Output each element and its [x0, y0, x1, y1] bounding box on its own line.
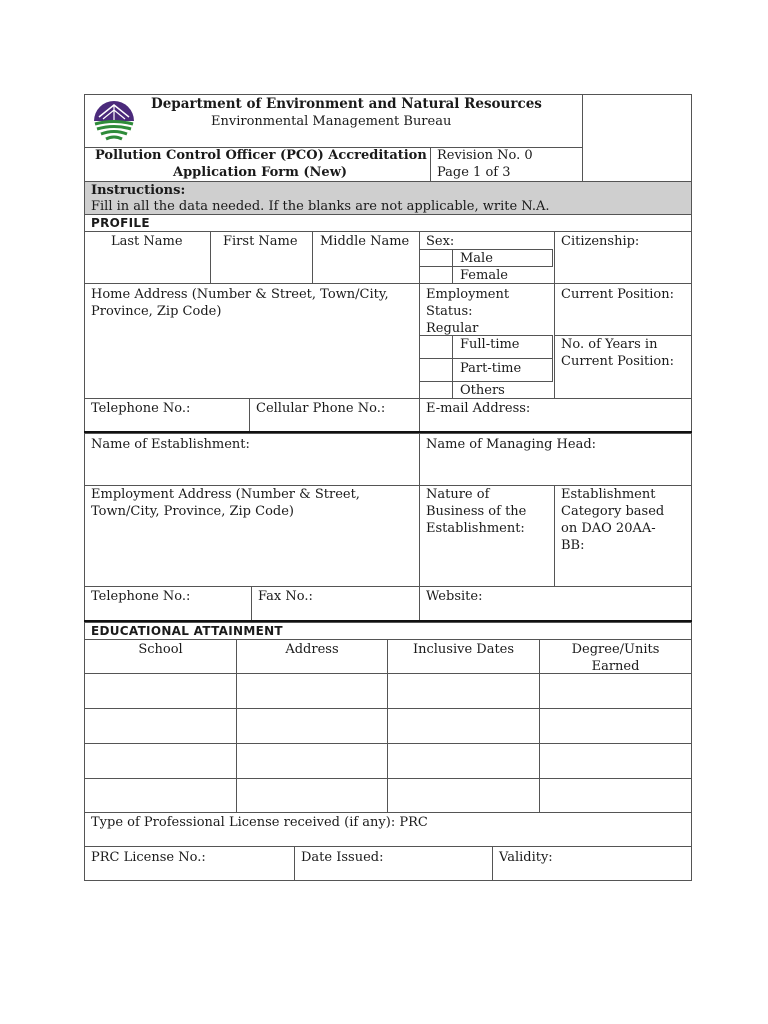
part-time-label: Part-time	[460, 361, 522, 376]
page-number: Page 1 of 3	[437, 165, 511, 180]
instructions-label: Instructions:	[91, 183, 186, 198]
education-row-1-degree[interactable]	[539, 673, 692, 709]
website-label: Website:	[426, 589, 483, 604]
department-name: Department of Environment and Natural Resources	[151, 96, 542, 112]
education-row-4-address[interactable]	[236, 778, 388, 813]
nature-business-label-2: Business of the	[426, 504, 527, 519]
dates-header-label: Inclusive Dates	[412, 642, 515, 657]
fax-label: Fax No.:	[258, 589, 313, 604]
male-checkbox[interactable]	[419, 249, 453, 267]
address-header-label: Address	[285, 642, 339, 657]
school-header-label: School	[138, 642, 183, 657]
education-row-2-school[interactable]	[84, 708, 237, 744]
full-time-checkbox[interactable]	[419, 335, 453, 359]
education-row-3-school[interactable]	[84, 743, 237, 779]
establishment-name-label: Name of Establishment:	[91, 437, 250, 452]
header-right-blank	[582, 94, 692, 182]
education-row-2-degree[interactable]	[539, 708, 692, 744]
license-type-label: Type of Professional License received (if any): PRC	[91, 815, 428, 830]
profile-section-title: PROFILE	[91, 216, 150, 230]
education-row-3-address[interactable]	[236, 743, 388, 779]
degree-header-label-2: Earned	[591, 659, 640, 674]
establishment-category-label-4: BB:	[561, 538, 585, 553]
employment-address-label-1: Employment Address (Number & Street,	[91, 487, 360, 502]
degree-header-label-1: Degree/Units	[571, 642, 660, 657]
education-row-1-dates[interactable]	[387, 673, 540, 709]
sex-label: Sex:	[426, 234, 455, 249]
education-row-3-degree[interactable]	[539, 743, 692, 779]
education-row-1-school[interactable]	[84, 673, 237, 709]
employment-address-label-2: Town/City, Province, Zip Code)	[91, 504, 294, 519]
others-checkbox[interactable]	[419, 381, 453, 399]
telephone-label: Telephone No.:	[91, 401, 191, 416]
nature-business-label-1: Nature of	[426, 487, 490, 502]
full-time-label: Full-time	[460, 337, 520, 352]
last-name-label: Last Name	[111, 234, 183, 249]
validity-label: Validity:	[499, 850, 553, 865]
nature-business-label-3: Establishment:	[426, 521, 525, 536]
form-title-line2: Application Form (New)	[173, 165, 348, 180]
first-name-label: First Name	[223, 234, 298, 249]
est-telephone-label: Telephone No.:	[91, 589, 191, 604]
education-row-4-school[interactable]	[84, 778, 237, 813]
female-label: Female	[460, 268, 508, 283]
prc-license-label: PRC License No.:	[91, 850, 206, 865]
current-position-label: Current Position:	[561, 287, 675, 302]
female-checkbox[interactable]	[419, 266, 453, 284]
instructions-text: Fill in all the data needed. If the blanks are not applicable, write N.A.	[91, 199, 550, 214]
others-label: Others	[460, 383, 505, 398]
education-section-title: EDUCATIONAL ATTAINMENT	[91, 624, 283, 638]
establishment-category-label-3: on DAO 20AA-	[561, 521, 656, 536]
education-row-4-degree[interactable]	[539, 778, 692, 813]
email-label: E-mail Address:	[426, 401, 531, 416]
denr-logo-icon	[91, 97, 137, 143]
years-position-label-1: No. of Years in	[561, 337, 658, 352]
education-row-1-address[interactable]	[236, 673, 388, 709]
revision-number: Revision No. 0	[437, 148, 533, 163]
middle-name-label: Middle Name	[320, 234, 410, 249]
education-row-4-dates[interactable]	[387, 778, 540, 813]
home-address-label-1: Home Address (Number & Street, Town/City,	[91, 287, 389, 302]
citizenship-label: Citizenship:	[561, 234, 640, 249]
establishment-category-label-2: Category based	[561, 504, 665, 519]
employment-label-2: Status:	[426, 304, 473, 319]
home-address-label-2: Province, Zip Code)	[91, 304, 222, 319]
date-issued-label: Date Issued:	[301, 850, 384, 865]
education-row-2-address[interactable]	[236, 708, 388, 744]
managing-head-label: Name of Managing Head:	[426, 437, 597, 452]
employment-label-3: Regular	[426, 321, 479, 336]
male-label: Male	[460, 251, 493, 266]
education-row-3-dates[interactable]	[387, 743, 540, 779]
form-title-line1: Pollution Control Officer (PCO) Accreditation	[95, 148, 427, 163]
employment-label-1: Employment	[426, 287, 510, 302]
cellular-label: Cellular Phone No.:	[256, 401, 386, 416]
establishment-category-label-1: Establishment	[561, 487, 656, 502]
part-time-checkbox[interactable]	[419, 358, 453, 382]
profile-heading-box	[84, 214, 692, 232]
years-position-label-2: Current Position:	[561, 354, 675, 369]
education-row-2-dates[interactable]	[387, 708, 540, 744]
bureau-name: Environmental Management Bureau	[211, 114, 452, 129]
